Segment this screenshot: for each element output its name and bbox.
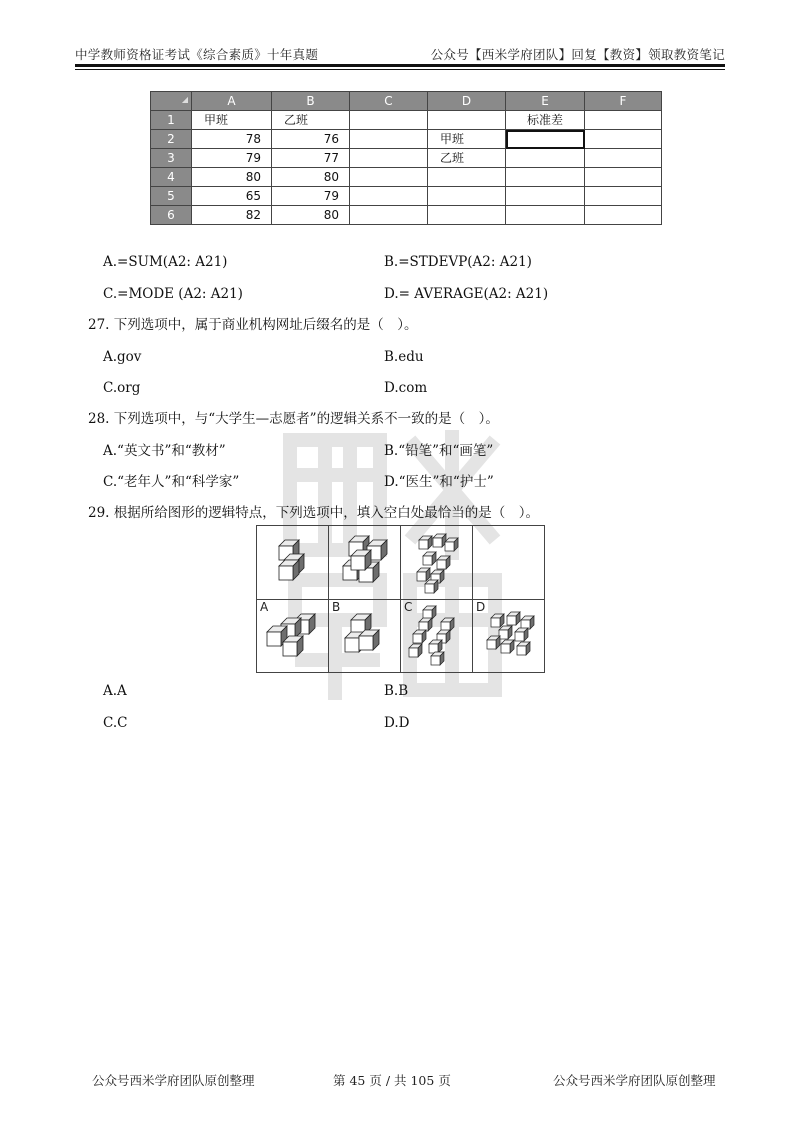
cube-cluster-figure: [329, 600, 400, 672]
cell-F6[interactable]: [585, 206, 662, 225]
cell-C1[interactable]: [350, 111, 428, 130]
cell-C4[interactable]: [350, 168, 428, 187]
cell-A2[interactable]: 78: [192, 130, 272, 149]
cube-cluster-figure: [401, 526, 472, 598]
cell-D5[interactable]: [428, 187, 506, 206]
cell-A1[interactable]: 甲班: [192, 111, 272, 130]
cell-D1[interactable]: [428, 111, 506, 130]
figure-option-b: [329, 600, 400, 672]
sheet-row: [151, 187, 662, 206]
cell-B6[interactable]: 80: [272, 206, 350, 225]
cell-A5[interactable]: 65: [192, 187, 272, 206]
q28-option-c: C.“老年人”和“科学家”: [103, 474, 240, 490]
cell-C5[interactable]: [350, 187, 428, 206]
q26-option-d: D.= AVERAGE(A2: A21): [384, 286, 549, 302]
row-header[interactable]: 4: [151, 168, 192, 187]
row-header[interactable]: 2: [151, 130, 192, 149]
cell-B5[interactable]: 79: [272, 187, 350, 206]
cell-B1[interactable]: 乙班: [272, 111, 350, 130]
q29-option-a: A.A: [103, 683, 127, 699]
q26-option-b: B.=STDEVP(A2: A21): [384, 254, 532, 270]
figure-option-a: [257, 600, 328, 672]
col-header-C[interactable]: C: [350, 92, 428, 111]
sheet-header-row: [151, 92, 662, 111]
cell-F2[interactable]: [585, 130, 662, 149]
footer-right: 公众号西米学府团队原创整理: [553, 1073, 716, 1088]
col-header-E[interactable]: E: [506, 92, 585, 111]
q29-option-b: B.B: [384, 683, 409, 699]
cell-E2-selected[interactable]: [506, 130, 585, 149]
cell-F1[interactable]: [585, 111, 662, 130]
cell-B4[interactable]: 80: [272, 168, 350, 187]
col-header-D[interactable]: D: [428, 92, 506, 111]
cell-F4[interactable]: [585, 168, 662, 187]
sheet-corner[interactable]: ◢: [151, 92, 192, 111]
col-header-A[interactable]: A: [192, 92, 272, 111]
q28-stem: 28. 下列选项中，与“大学生—志愿者”的逻辑关系不一致的是（ ）。: [88, 411, 499, 427]
cube-cluster-figure: [257, 600, 328, 672]
cell-E1[interactable]: 标准差: [506, 111, 585, 130]
figure-label-b: B: [332, 600, 341, 614]
cell-D3[interactable]: 乙班: [428, 149, 506, 168]
q26-option-a: A.=SUM(A2: A21): [103, 254, 228, 270]
figure-label-a: A: [260, 600, 269, 614]
col-header-F[interactable]: F: [585, 92, 662, 111]
cell-D6[interactable]: [428, 206, 506, 225]
cell-A3[interactable]: 79: [192, 149, 272, 168]
q28-option-a: A.“英文书”和“教材”: [103, 443, 226, 459]
header-rule-thin: [75, 69, 725, 70]
footer-left: 公众号西米学府团队原创整理: [92, 1073, 255, 1088]
figure-cell-3: [401, 526, 472, 598]
cube-cluster-figure: [329, 526, 400, 598]
spreadsheet: [150, 91, 662, 225]
q27-stem: 27. 下列选项中，属于商业机构网址后缀名的是（ ）。: [88, 317, 418, 333]
cube-cluster-figure: [473, 600, 544, 672]
figure-cell-blank: [473, 526, 544, 598]
figure-cell-1: [257, 526, 328, 598]
cell-C6[interactable]: [350, 206, 428, 225]
col-header-B[interactable]: B: [272, 92, 350, 111]
cube-cluster-figure: [401, 600, 472, 672]
cell-E4[interactable]: [506, 168, 585, 187]
figure-label-c: C: [404, 600, 413, 614]
row-header[interactable]: 3: [151, 149, 192, 168]
header-rule: [75, 64, 725, 67]
figure-cell-2: [329, 526, 400, 598]
sheet-row: [151, 206, 662, 225]
cell-B3[interactable]: 77: [272, 149, 350, 168]
cell-D4[interactable]: [428, 168, 506, 187]
row-header[interactable]: 5: [151, 187, 192, 206]
figure-label-d: D: [476, 600, 486, 614]
cube-cluster-figure: [257, 526, 328, 598]
sheet-row: [151, 111, 662, 130]
q28-option-d: D.“医生”和“护士”: [384, 474, 494, 490]
page-number: 第 45 页 / 共 105 页: [333, 1073, 451, 1088]
cell-C3[interactable]: [350, 149, 428, 168]
cell-F3[interactable]: [585, 149, 662, 168]
sheet-row: [151, 130, 662, 149]
sheet-row: [151, 168, 662, 187]
sheet-row: [151, 149, 662, 168]
figure-grid: [256, 525, 545, 673]
cell-E3[interactable]: [506, 149, 585, 168]
q29-stem: 29. 根据所给图形的逻辑特点，下列选项中，填入空白处最恰当的是（ ）。: [88, 505, 540, 521]
row-header[interactable]: 6: [151, 206, 192, 225]
cell-B2[interactable]: 76: [272, 130, 350, 149]
cell-D2[interactable]: 甲班: [428, 130, 506, 149]
cell-C2[interactable]: [350, 130, 428, 149]
q27-option-a: A.gov: [103, 349, 142, 365]
q26-option-c: C.=MODE (A2: A21): [103, 286, 243, 302]
cell-A6[interactable]: 82: [192, 206, 272, 225]
cell-E5[interactable]: [506, 187, 585, 206]
header-left: 中学教师资格证考试《综合素质》十年真题: [75, 47, 319, 62]
q27-option-c: C.org: [103, 380, 141, 396]
figure-option-d: [473, 600, 544, 672]
row-header[interactable]: 1: [151, 111, 192, 130]
figure-option-c: [401, 600, 472, 672]
q29-option-c: C.C: [103, 715, 128, 731]
cell-E6[interactable]: [506, 206, 585, 225]
q28-option-b: B.“铅笔”和“画笔”: [384, 443, 494, 459]
q27-option-b: B.edu: [384, 349, 424, 365]
q29-option-d: D.D: [384, 715, 410, 731]
cell-F5[interactable]: [585, 187, 662, 206]
cell-A4[interactable]: 80: [192, 168, 272, 187]
header-right: 公众号【西米学府团队】回复【教资】领取教资笔记: [430, 47, 725, 62]
q27-option-d: D.com: [384, 380, 428, 396]
